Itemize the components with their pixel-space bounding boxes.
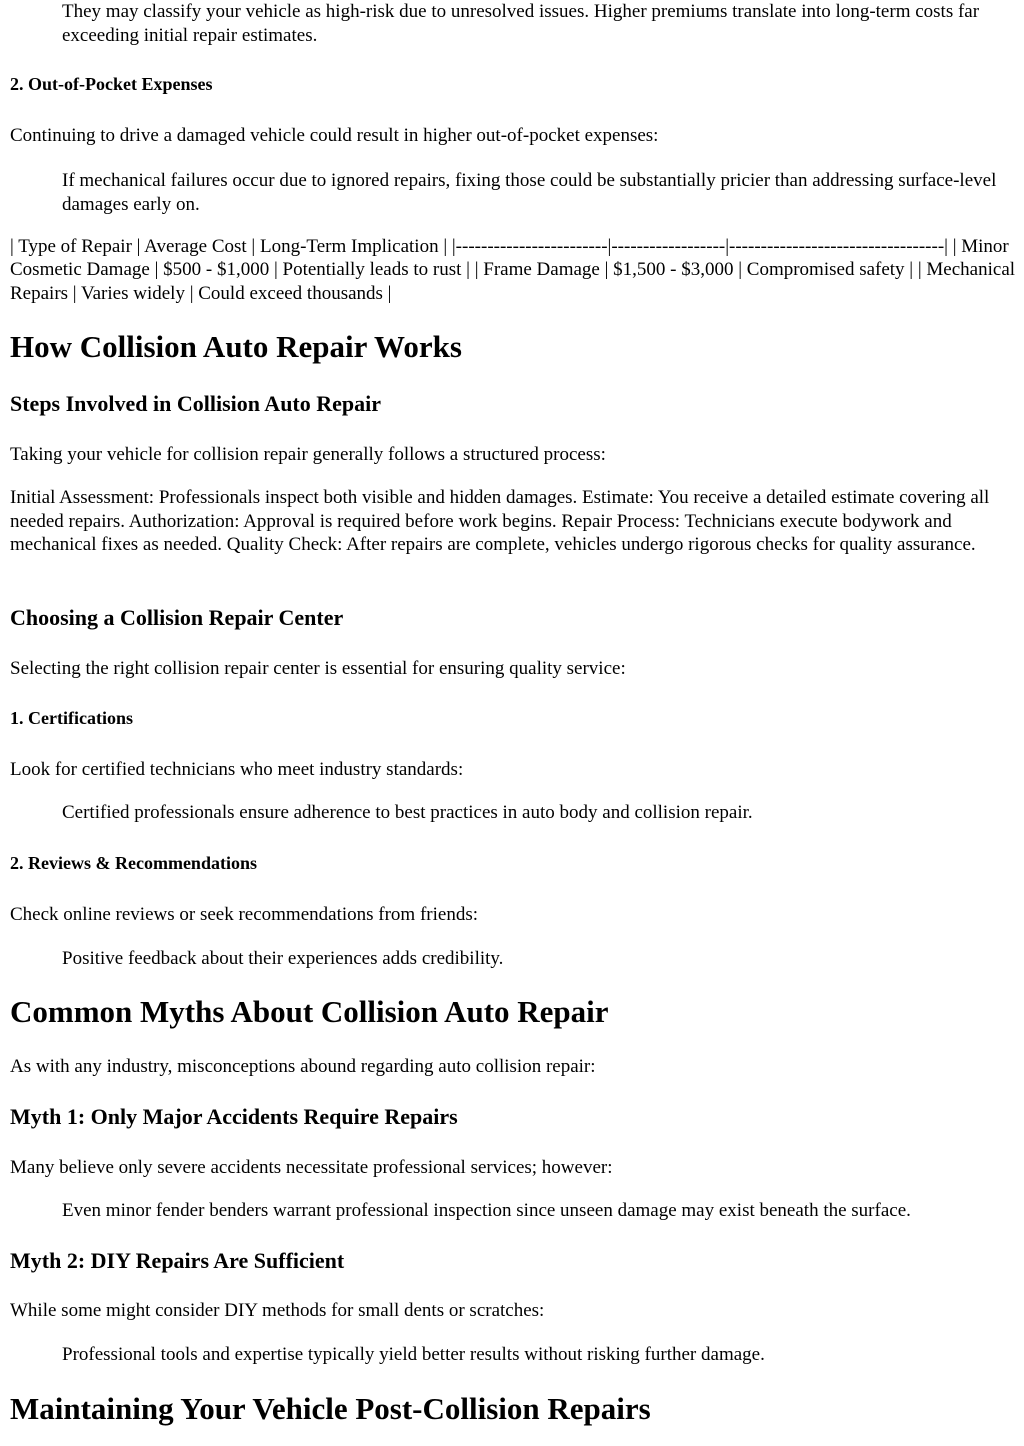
out-of-pocket-intro: Continuing to drive a damaged vehicle could result in higher out-of-pocket expenses:: [10, 125, 659, 146]
myth1-blockquote: Even minor fender benders warrant professional inspection since unseen damage may exist beneath the surface.: [62, 1200, 911, 1221]
steps-text: Initial Assessment: Professionals inspect both visible and hidden damages. Estimate: You receive a detailed estimate covering all needed repairs. Authorization: Approval is required before work begins. Repair Process: Technicians execute bodywork and mechanical fixes as needed. Quality Check: After repairs are complete, vehicles undergo rigorous checks for quality assurance.: [10, 487, 990, 555]
myth1-intro: Many believe only severe accidents necessitate professional services; however:: [10, 1157, 613, 1178]
cost-table-raw-text: | Type of Repair | Average Cost | Long-Term Implication | |------------------------|------------------|----------------------------------| | Minor Cosmetic Damage | $500 - $1,000 | Potentially leads to rust | | Frame Damage | $1,500 - $3,000 | Compromised safety | | Mechanical Repairs | Varies widely | Could exceed thousands |: [10, 236, 1016, 304]
reviews-blockquote: Positive feedback about their experiences adds credibility.: [62, 948, 504, 969]
certifications-blockquote: Certified professionals ensure adherence to best practices in auto body and collision repair.: [62, 802, 753, 823]
myth2-intro: While some might consider DIY methods for small dents or scratches:: [10, 1300, 545, 1321]
myths-heading: Common Myths About Collision Auto Repair: [10, 994, 609, 1029]
choosing-heading: Choosing a Collision Repair Center: [10, 605, 344, 630]
reviews-heading: 2. Reviews & Recommendations: [10, 853, 257, 873]
insurance-blockquote: They may classify your vehicle as high-risk due to unresolved issues. Higher premiums translate into long-term costs far exceeding initial repair estimates.: [62, 1, 980, 46]
myth2-blockquote: Professional tools and expertise typically yield better results without risking further damage.: [62, 1344, 765, 1365]
steps-intro: Taking your vehicle for collision repair generally follows a structured process:: [10, 444, 606, 465]
out-of-pocket-heading: 2. Out-of-Pocket Expenses: [10, 74, 213, 94]
certifications-intro: Look for certified technicians who meet industry standards:: [10, 759, 464, 780]
reviews-intro: Check online reviews or seek recommendations from friends:: [10, 904, 478, 925]
how-it-works-heading: How Collision Auto Repair Works: [10, 329, 462, 364]
myth2-heading: Myth 2: DIY Repairs Are Sufficient: [10, 1248, 345, 1273]
choosing-intro: Selecting the right collision repair center is essential for ensuring quality service:: [10, 658, 626, 679]
steps-heading: Steps Involved in Collision Auto Repair: [10, 391, 382, 416]
out-of-pocket-blockquote: If mechanical failures occur due to ignored repairs, fixing those could be substantially pricier than addressing surface-level damages early on.: [62, 170, 997, 215]
myths-intro: As with any industry, misconceptions abound regarding auto collision repair:: [10, 1056, 596, 1077]
maintaining-heading: Maintaining Your Vehicle Post-Collision Repairs: [10, 1391, 651, 1426]
certifications-heading: 1. Certifications: [10, 708, 133, 728]
myth1-heading: Myth 1: Only Major Accidents Require Repairs: [10, 1104, 458, 1129]
